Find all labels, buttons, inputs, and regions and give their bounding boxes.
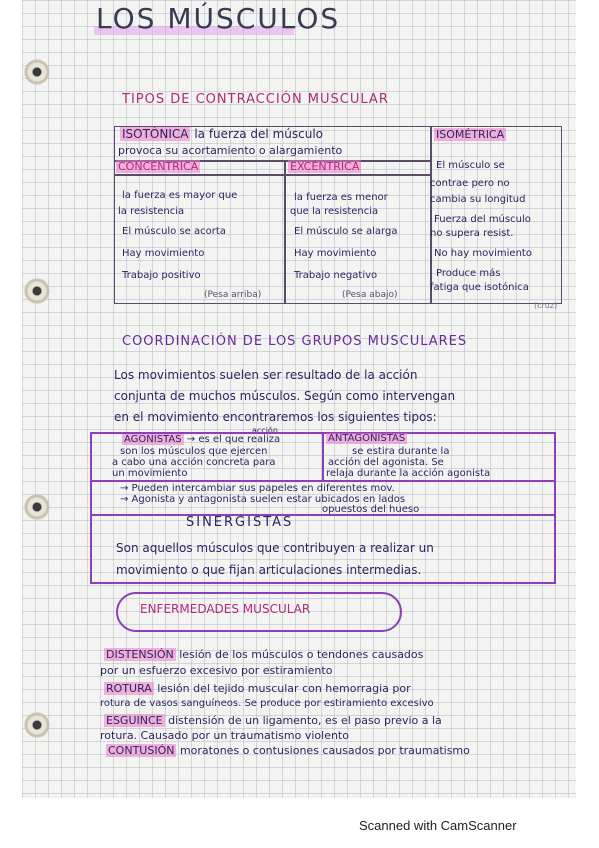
table-divider <box>430 126 432 304</box>
intro-line: conjunta de muchos músculos. Según como intervengan <box>114 389 456 403</box>
excentrica-item: El músculo se alarga <box>294 226 398 237</box>
page-title: LOS MÚSCULOS <box>96 2 341 35</box>
excentrica-item: la fuerza es menor <box>294 192 388 203</box>
antagonistas-line: relaja durante la acción agonista <box>326 468 491 479</box>
antagonistas-label: ANTAGONISTAS <box>328 433 406 444</box>
antagonistas-line: se estira durante la <box>352 446 450 457</box>
table-divider <box>284 160 286 304</box>
section-heading-diseases: ENFERMEDADES MUSCULAR <box>140 602 311 616</box>
agonistas-line: a cabo una acción concreta para <box>112 457 276 468</box>
binder-hole <box>24 59 50 85</box>
shared-line: → Pueden intercambiar sus papeles en diferentes mov. <box>120 483 395 494</box>
isotonica-label: ISOTÓNICA la fuerza del músculo <box>122 127 324 141</box>
excentrica-item: que la resistencia <box>290 206 379 217</box>
intro-line: en el movimiento encontraremos los siguientes tipos: <box>114 410 437 424</box>
excentrica-note: (Pesa abajo) <box>342 290 398 300</box>
isometrica-item: contrae pero no <box>430 178 510 189</box>
disease-term: CONTUSIÓN moratones o contusiones causados por traumatismo <box>108 744 470 757</box>
concentrica-item: la resistencia <box>118 206 185 217</box>
isometrica-label: ISOMÉTRICA <box>436 128 505 141</box>
disease-line: rotura. Causado por un traumatismo violento <box>100 729 349 742</box>
section-heading-contraction: TIPOS DE CONTRACCIÓN MUSCULAR <box>122 92 389 107</box>
disease-term: ROTURA lesión del tejido muscular con hemorragia por <box>106 682 411 695</box>
isometrica-item: no supera resist. <box>430 228 514 239</box>
disease-line: por un esfuerzo excesivo por estiramiento <box>100 664 333 677</box>
intro-line: Los movimientos suelen ser resultado de la acción <box>114 368 418 382</box>
isometrica-item: cambia su longitud <box>430 194 526 205</box>
isometrica-item: (cruz) <box>534 301 558 310</box>
shared-line: → Agonista y antagonista suelen estar ubicados en lados <box>120 494 406 505</box>
disease-term: DISTENSIÓN lesión de los músculos o tendones causados <box>106 648 424 661</box>
excentrica-item: Hay movimiento <box>294 248 377 259</box>
concentrica-item: Hay movimiento <box>122 248 205 259</box>
binder-hole <box>24 712 50 738</box>
binder-hole <box>24 278 50 304</box>
antagonistas-line: acción del agonista. Se <box>328 457 444 468</box>
concentrica-label: CONCÉNTRICA <box>118 160 199 173</box>
sinergistas-line: movimiento o que fijan articulaciones intermedias. <box>116 563 422 577</box>
shared-line: opuestos del hueso <box>322 504 420 515</box>
concentrica-item: la fuerza es mayor que <box>122 190 238 201</box>
agonistas-label: AGONISTAS → es el que realiza <box>124 434 281 445</box>
sinergistas-label: SINERGISTAS <box>186 515 294 530</box>
box-divider <box>322 432 324 482</box>
above-note: acción <box>252 426 278 435</box>
scanner-watermark: Scanned with CamScanner <box>359 818 517 833</box>
agonistas-line: un movimiento <box>112 468 188 479</box>
concentrica-note: (Pesa arriba) <box>204 290 262 300</box>
isotonica-desc: provoca su acortamiento o alargamiento <box>118 144 343 157</box>
isometrica-item: Fuerza del músculo <box>434 214 531 225</box>
isometrica-item: No hay movimiento <box>434 248 532 259</box>
table-divider <box>114 174 430 176</box>
concentrica-item: El músculo se acorta <box>122 226 226 237</box>
section-heading-coordination: COORDINACIÓN DE LOS GRUPOS MUSCULARES <box>122 334 468 349</box>
agonistas-line: son los músculos que ejercen <box>120 446 268 457</box>
disease-line: rotura de vasos sanguíneos. Se produce por estiramiento excesivo <box>100 698 434 709</box>
disease-term: ESGUINCE distensión de un ligamento, es el paso previo a la <box>106 714 442 727</box>
binder-hole <box>24 494 50 520</box>
sinergistas-line: Son aquellos músculos que contribuyen a realizar un <box>116 541 434 555</box>
isometrica-item: fatiga que isotónica <box>430 282 529 293</box>
excentrica-item: Trabajo negativo <box>294 270 378 281</box>
excentrica-label: EXCÉNTRICA <box>290 160 360 173</box>
notebook-page <box>22 0 576 798</box>
isometrica-item: Produce más <box>436 268 501 279</box>
concentrica-item: Trabajo positivo <box>122 270 201 281</box>
isometrica-item: El músculo se <box>436 160 505 171</box>
